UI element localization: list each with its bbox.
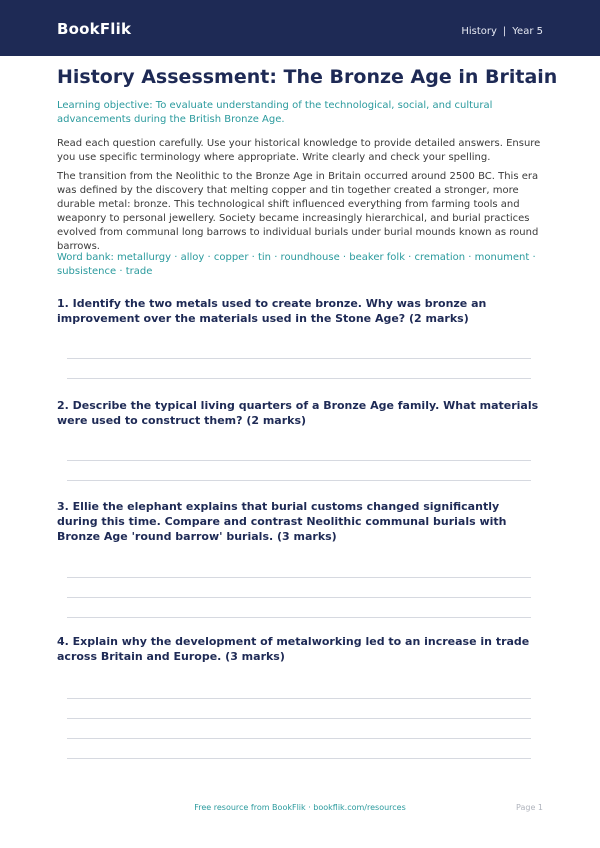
page-number: Page 1 — [516, 803, 543, 812]
answer-line[interactable] — [67, 358, 531, 359]
answer-line[interactable] — [67, 617, 531, 618]
brand-logo[interactable]: BookFlik — [57, 20, 132, 38]
answer-line[interactable] — [67, 378, 531, 379]
question-3: 3. Ellie the elephant explains that burial customs changed significantly during this time. Compare and contrast Neolithic communal burials with Bronze Age 'round barrow' burials. (3 marks) — [57, 500, 507, 543]
answer-line[interactable] — [67, 577, 531, 578]
answer-line[interactable] — [67, 718, 531, 719]
instructions-text: Read each question carefully. Use your historical knowledge to provide detailed answers. Ensure you use specific terminology where appropriate. Write clearly and check your spelling. — [57, 138, 541, 163]
question-4: 4. Explain why the development of metalworking led to an increase in trade across Britain and Europe. (3 marks) — [57, 635, 530, 663]
question-1: 1. Identify the two metals used to create bronze. Why was bronze an improvement over the materials used in the Stone Age? (2 marks) — [57, 297, 487, 325]
answer-line[interactable] — [67, 460, 531, 461]
answer-line[interactable] — [67, 758, 531, 759]
question-2: 2. Describe the typical living quarters of a Bronze Age family. What materials were used to construct them? (2 marks) — [57, 399, 539, 427]
footer-resource-link[interactable]: Free resource from BookFlik · bookflik.com/resources — [194, 803, 406, 812]
context-paragraph: The transition from the Neolithic to the Bronze Age in Britain occurred around 2500 BC. This era was defined by the discovery that melting copper and tin together created a stronger, more durable metal: bronze. This technological shift influenced everything from farming tools and weaponry to personal jewellery. Society became increasingly hierarchical, and burial practices evolved from communal long barrows to individual burials under burial mounds known as round barrows. — [57, 171, 539, 252]
answer-line[interactable] — [67, 597, 531, 598]
breadcrumb-separator: | — [502, 26, 507, 37]
breadcrumb — [461, 27, 543, 37]
word-bank: Word bank: metallurgy · alloy · copper · tin · roundhouse · beaker folk · cremation · monument · subsistence · trade — [57, 252, 536, 277]
page-title: History Assessment: The Bronze Age in Britain — [57, 66, 558, 88]
learning-objective: Learning objective: To evaluate understanding of the technological, social, and cultural advancements during the British Bronze Age. — [57, 100, 493, 125]
answer-line[interactable] — [67, 698, 531, 699]
breadcrumb-year: Year 5 — [512, 26, 543, 37]
answer-line[interactable] — [67, 480, 531, 481]
breadcrumb-subject: History — [461, 26, 497, 37]
page-header — [0, 0, 600, 56]
answer-line[interactable] — [67, 738, 531, 739]
